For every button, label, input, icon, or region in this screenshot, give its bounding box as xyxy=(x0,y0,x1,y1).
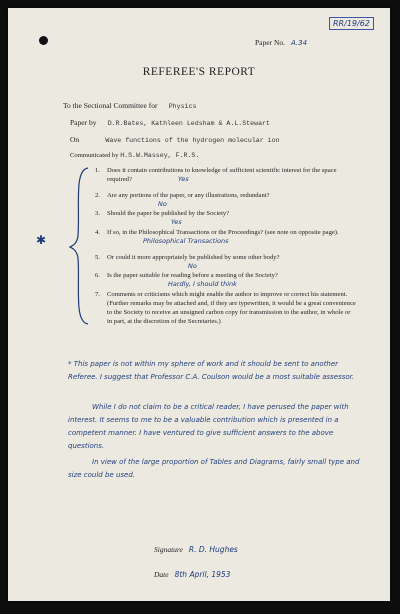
question-2: 2. Are any portions of the paper, or any illustrations, redundant? xyxy=(95,192,270,199)
paper-number: Paper No. A.34 xyxy=(255,38,308,47)
page-title: REFEREE'S REPORT xyxy=(142,66,256,78)
date-line: Date 8th April, 1953 xyxy=(154,570,231,579)
reference-mark: RR/19/62 xyxy=(329,17,374,30)
referee-report-sheet xyxy=(8,8,390,601)
answer-6: Hardly, I should think xyxy=(168,280,237,288)
answer-3: Yes xyxy=(171,218,182,226)
question-7: 7. Comments or criticisms which might enable the author to improve or correct his statement. (Further remarks may be attached and, if they are typewritten, it would be a great convenience to the Society to receive an unsigned carbon copy for transmission to the author, in whole or in part, at the discretion of the Secretaries.) xyxy=(95,291,356,325)
comment-paragraph-3: In view of the large proportion of Tables and Diagrams, fairly small type and size could be used. xyxy=(68,458,360,479)
paper-by-field: Paper by D.R.Bates, Kathleen Ledsham & A.L.Stewart xyxy=(70,118,270,127)
communicated-field: Communicated by H.S.W.Massey, F.R.S. xyxy=(70,152,200,159)
question-5: 5. Or could it more appropriately be published by some other body? xyxy=(95,254,280,261)
answer-4: Philosophical Transactions xyxy=(143,237,229,245)
asterisk-mark: ✱ xyxy=(36,233,47,247)
signature-line: Signature R. D. Hughes xyxy=(154,545,238,554)
committee-field: To the Sectional Committee for Physics xyxy=(63,101,197,110)
comment-paragraph-2: While I do not claim to be a critical reader, I have perused the paper with interest. It seems to me to be a valuable contribution which is presented in a competent manner. I have ventured to give sufficient answers to the above questions. xyxy=(68,403,349,450)
subject-field: On Wave functions of the hydrogen molecular ion xyxy=(70,135,280,144)
answer-2: No xyxy=(158,200,167,208)
answer-1: Yes xyxy=(178,175,189,183)
punch-hole xyxy=(39,36,48,45)
question-1: 1. Does it contain contributions to knowledge of sufficient scientific interest for the space required? xyxy=(95,167,337,183)
comment-paragraph-1: * This paper is not within my sphere of work and it should be sent to another Referee. I suggest that Professor C.A. Coulson would be a most suitable assessor. xyxy=(68,360,355,381)
question-3: 3. Should the paper be published by the Society? xyxy=(95,210,230,217)
question-4: 4. If so, in the Philosophical Transactions or the Proceedings? (see note on opposite page). xyxy=(95,229,339,236)
bracket-mark xyxy=(68,166,90,326)
question-6: 6. Is the paper suitable for reading before a meeting of the Society? xyxy=(95,272,278,279)
answer-5: No xyxy=(188,262,197,270)
